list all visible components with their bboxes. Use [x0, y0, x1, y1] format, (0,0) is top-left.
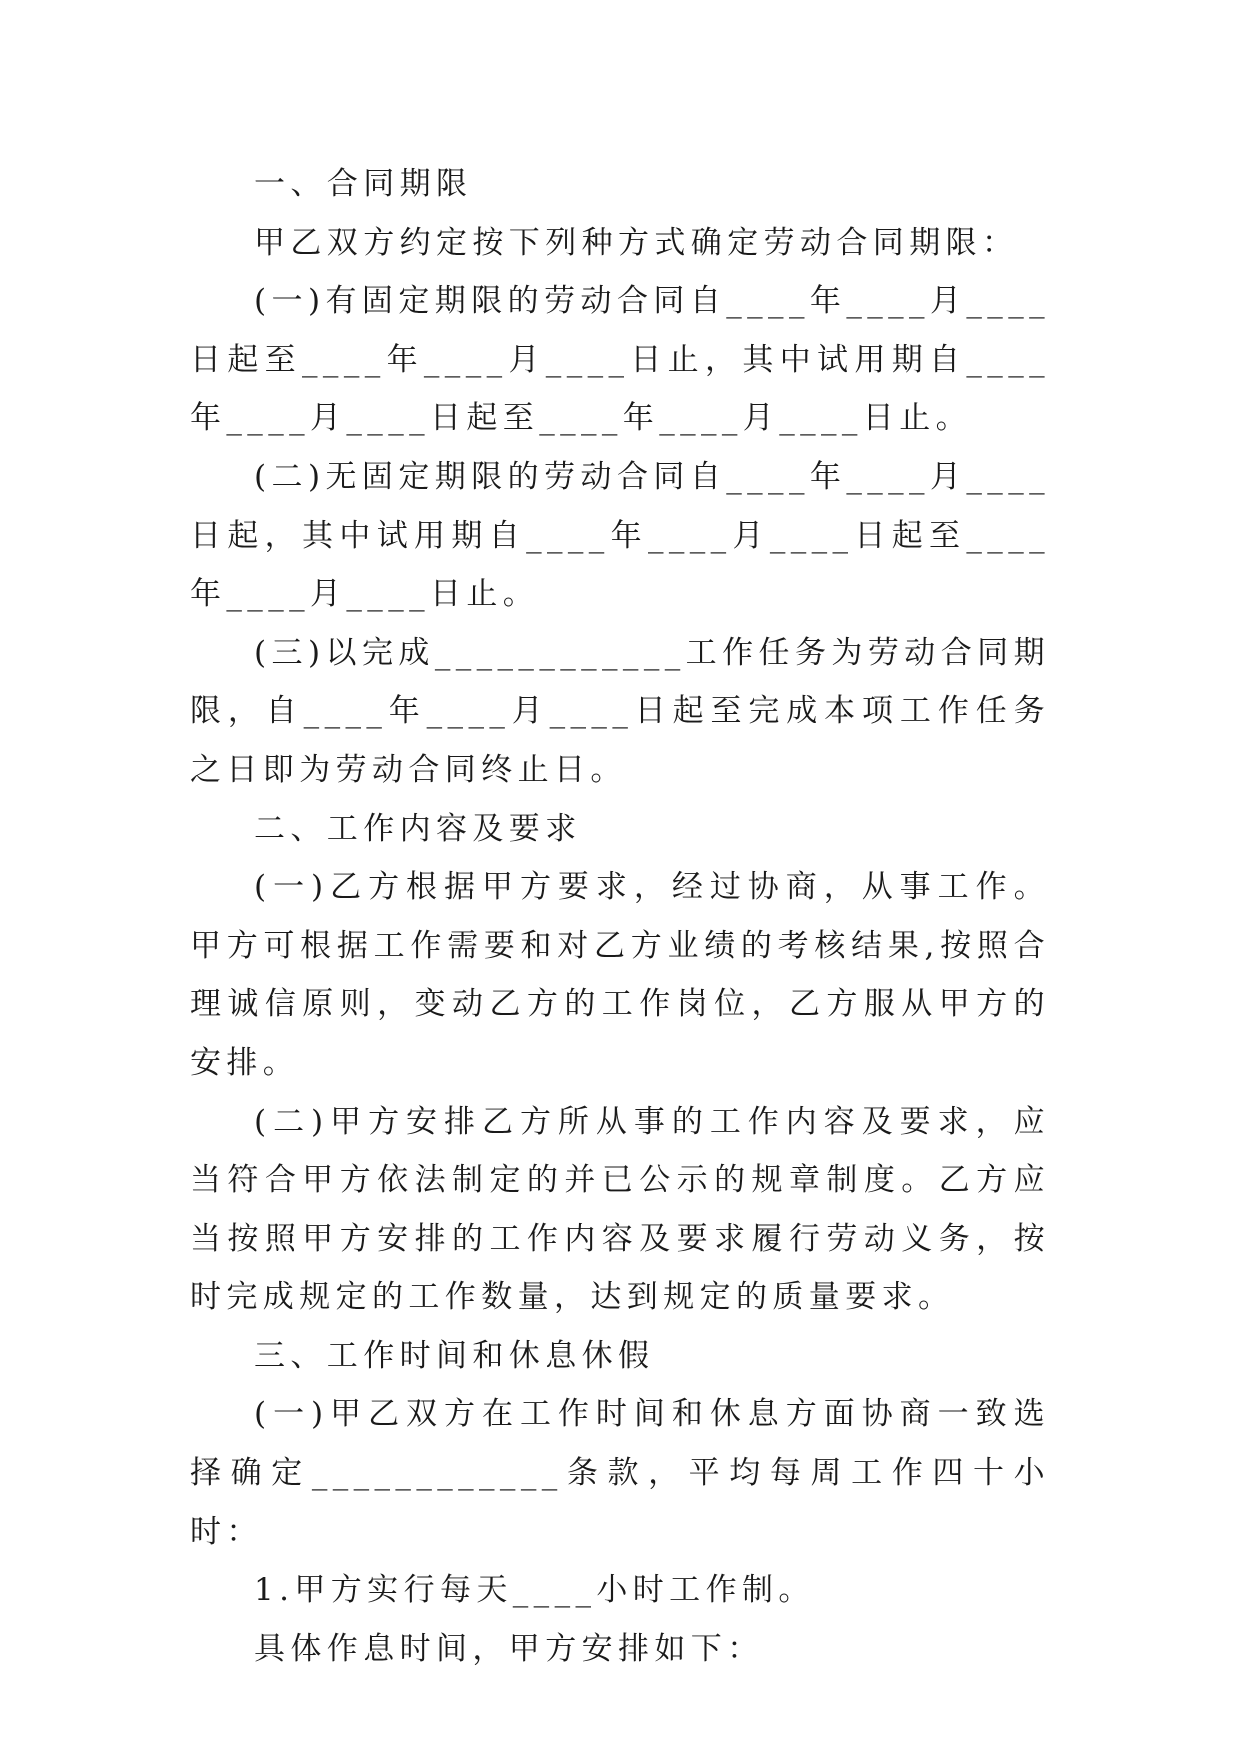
heading-working-hours: 三、工作时间和休息休假	[254, 1337, 655, 1374]
paragraph-term-agreement: 甲乙双方约定按下列种方式确定劳动合同期限：	[254, 224, 1019, 261]
heading-contract-term: 一、合同期限	[254, 166, 473, 202]
heading-work-content: 二、工作内容及要求	[254, 810, 582, 847]
paragraph-work-requirements: (二)甲方安排乙方所从事的工作内容及要求，应当符合甲方依法制定的并已公示的规章制度。乙方应当按照甲方安排的工作内容及要求履行劳动义务，按时完成规定的工作数量，达到规定的质量要求。	[190, 1103, 1050, 1316]
paragraph-open-term: (二)无固定期限的劳动合同自____年____月____日起，其中试用期自____年____月____日起至____年____月____日止。	[190, 458, 1050, 613]
paragraph-schedule: 具体作息时间，甲方安排如下：	[254, 1630, 764, 1667]
paragraph-work-assignment: (一)乙方根据甲方要求，经过协商，从事工作。甲方可根据工作需要和对乙方业绩的考核结果,按照合理诚信原则，变动乙方的工作岗位，乙方服从甲方的安排。	[190, 869, 1050, 1081]
paragraph-daily-hours: 1.甲方实行每天____小时工作制。	[254, 1572, 815, 1609]
paragraph-task-term: (三)以完成____________工作任务为劳动合同期限，自____年____月____日起至完成本项工作任务之日即为劳动合同终止日。	[190, 634, 1050, 788]
document-body	[190, 155, 1050, 1678]
paragraph-fixed-term: (一)有固定期限的劳动合同自____年____月____日起至____年____月____日止，其中试用期自____年____月____日起至____年____月____日止。	[190, 283, 1050, 437]
paragraph-hours-agreement: (一)甲乙双方在工作时间和休息方面协商一致选择确定____________条款，平均每周工作四十小时：	[190, 1396, 1050, 1550]
